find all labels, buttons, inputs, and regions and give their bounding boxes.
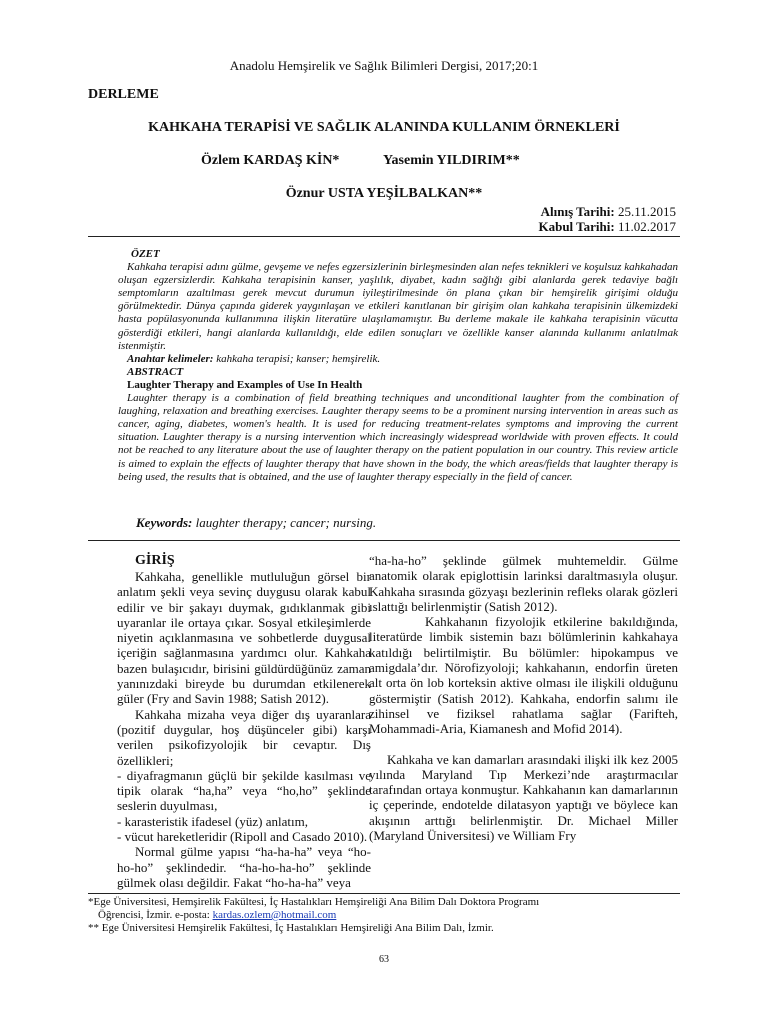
page-number: 63 xyxy=(379,954,389,965)
email-link[interactable]: kardas.ozlem@hotmail.com xyxy=(212,909,337,921)
giris-heading: GİRİŞ xyxy=(135,553,175,568)
article-title: KAHKAHA TERAPİSİ VE SAĞLIK ALANINDA KULLANIM ÖRNEKLERİ xyxy=(148,120,620,135)
footnotes xyxy=(88,896,688,935)
paragraph: Normal gülme yapısı “ha-ha-ha” veya “ho-ho-ho” şeklindedir. “ha-ho-ha-ho” şeklinde gülmek olası değildir. Fakat “ho-ha-ha” veya xyxy=(117,844,371,890)
body-left-column xyxy=(117,553,371,890)
abstract-text: Laughter therapy is a combination of field breathing techniques and unconditional laughter from the combination of laughing, relaxation and breathing exercises. Laughter therapy seems to be a prominent nursing intervention in areas such as cancer, aging, diabetes, women's health. It is used for reducing treatment-relates symptoms and improving the current situation. Laughter therapy is a nursing intervention which increasingly widespread worldwide with proven effects. It could not be reached to any literature about the use of laughter therapy on the patient population in our country. This review article is aimed to explain the effects of laughter therapy that have shown in the body, the which areas/fields that laughter therapy is being used, the results that is obtained, and the use of laughter therapy especially in the field of cancer. xyxy=(118,392,678,483)
footnote-rule xyxy=(88,893,680,894)
ozet-text: Kahkaha terapisi adını gülme, gevşeme ve nefes egzersizlerinin birleşmesinden alan nefes teknikleri ve koşulsuz kahkahadan oluşan egzersizlerdir. Kahkaha terapisinin kanser, yaşlılık, diyabet, kadın sağlığı gibi alanlarda gerek tedaviye bağlı semptomların azaltılması gerek mevcut durumun iyileştirilmesinde ön plana çıkan bir hemşirelik girişimi olduğu görülmektedir. Dünya çapında giderek yaygınlaşan ve etkileri kanıtlanan bir girişim olan kahkaha terapisinin ülkemizdeki hasta popülasyonunda kullanımına ilişkin literatüre ulaşılamamıştır. Bu derleme makale ile kahkaha terapisinin vücutta gösterdiği etkileri, hangi alanlarda kullanıldığı, elde edilen sonuçları ve özellikle kanser alanında kullanımı anlatılmak istenmiştir. xyxy=(118,261,678,352)
author-1: Özlem KARDAŞ KİN* xyxy=(201,153,340,168)
body-right-column xyxy=(369,553,678,843)
ozet-keywords: Anahtar kelimeler: kahkaha terapisi; kanser; hemşirelik. xyxy=(127,352,381,365)
paragraph: “ha-ha-ho” şeklinde gülmek muhtemeldir. Gülme anatomik olarak epiglottisin larinksi daraltmasıyla oluşur. Kahkaha sırasında gözyaşı bezlerinin refleks olarak gözleri ıslattığı belirlenmiştir (Satish 2012). xyxy=(369,553,678,614)
mid-rule xyxy=(88,540,680,541)
paragraph: Kahkahanın fizyolojik etkilerine bakıldığında, literatürde limbik sistemin bazı bölümlerinin kahkahaya katıldığı belirtilmiştir. Bu bölümler: hipokampus ve amigdala’dır. Nörofizyoloji; kahkahanın, endorfin üreten alt orta ön lob korteksin aktive olması ile ilişkili olduğunu göstermiştir (Satish 2012). Kahkaha, endorfin salımı ile zihinsel ve fiziksel rahatlama sağlar (Farifteh, Mohammadi-Aria, Kiamanesh and Mofid 2014). xyxy=(369,614,678,737)
list-item: - diyafragmanın güçlü bir şekilde kasılması ve tipik olarak “ha,ha” veya “ho,ho” şeklinde seslerin duyulması, xyxy=(117,767,371,814)
abstract-heading: ABSTRACT xyxy=(127,365,184,378)
footnote-1-cont: Öğrencisi, İzmir. e-posta: kardas.ozlem@hotmail.com xyxy=(98,909,337,921)
accepted-date: Kabul Tarihi: 11.02.2017 xyxy=(538,219,676,234)
received-date: Alınış Tarihi: 25.11.2015 xyxy=(540,204,676,219)
paragraph: Kahkaha, genellikle mutluluğun görsel bir anlatım şekli veya sevinç duygusu olarak kabul edilir ve bir şakayı duymak, gıdıklanmak gibi uyaranlar ile ortaya çıkar. Sosyal etkileşimlerde niyetin açıklanmasına ve sohbetlerde duygusal içeriğin sağlanmasına yardımcı olur. Kahkaha bazen bulaşıcıdır, birisini güldürdüğünüz zaman yanınızdaki bireyde bu durumdan etkilenerek güler (Fry and Savin 1988; Satish 2012). xyxy=(117,569,371,707)
journal-header: Anadolu Hemşirelik ve Sağlık Bilimleri Dergisi, 2017;20:1 xyxy=(229,58,539,73)
paragraph: Kahkaha mizaha veya diğer dış uyaranlara (pozitif duygular, hoş düşünceler gibi) karşı verilen psikofizyolojik bir cevaptır. Dış özellikleri; xyxy=(117,706,371,768)
top-rule xyxy=(88,236,680,237)
author-2: Yasemin YILDIRIM** xyxy=(383,153,520,168)
abstract-keywords: Keywords: laughter therapy; cancer; nursing. xyxy=(136,515,377,530)
abstract-title: Laughter Therapy and Examples of Use In Health xyxy=(127,378,363,391)
paragraph: Kahkaha ve kan damarları arasındaki ilişki ilk kez 2005 yılında Maryland Tıp Merkezi’nde araştırmacılar tarafından ortaya konmuştur. Kahkahanın kan damarlarının iç çeperinde, endotelde dilatasyon yaptığı ve böylece kan akışının arttığı belirlenmiştir. Dr. Michael Miller (Maryland Üniversitesi) ve William Fry xyxy=(369,751,678,844)
footnote-2: ** Ege Üniversitesi Hemşirelik Fakültesi, İç Hastalıkları Hemşireliği Ana Bilim Dalı, İzmir. xyxy=(88,922,494,934)
footnote-1: *Ege Üniversitesi, Hemşirelik Fakültesi, İç Hastalıkları Hemşireliği Ana Bilim Dalı Doktora Programı xyxy=(88,896,540,908)
article-dates xyxy=(538,204,676,234)
section-label: DERLEME xyxy=(88,87,159,102)
list-item: - vücut hareketleridir (Ripoll and Casado 2010). xyxy=(117,829,368,845)
list-item: - karasteristik ifadesel (yüz) anlatım, xyxy=(117,813,308,829)
abstract-block xyxy=(118,248,678,484)
ozet-heading: ÖZET xyxy=(131,248,160,260)
author-3: Öznur USTA YEŞİLBALKAN** xyxy=(285,186,483,201)
